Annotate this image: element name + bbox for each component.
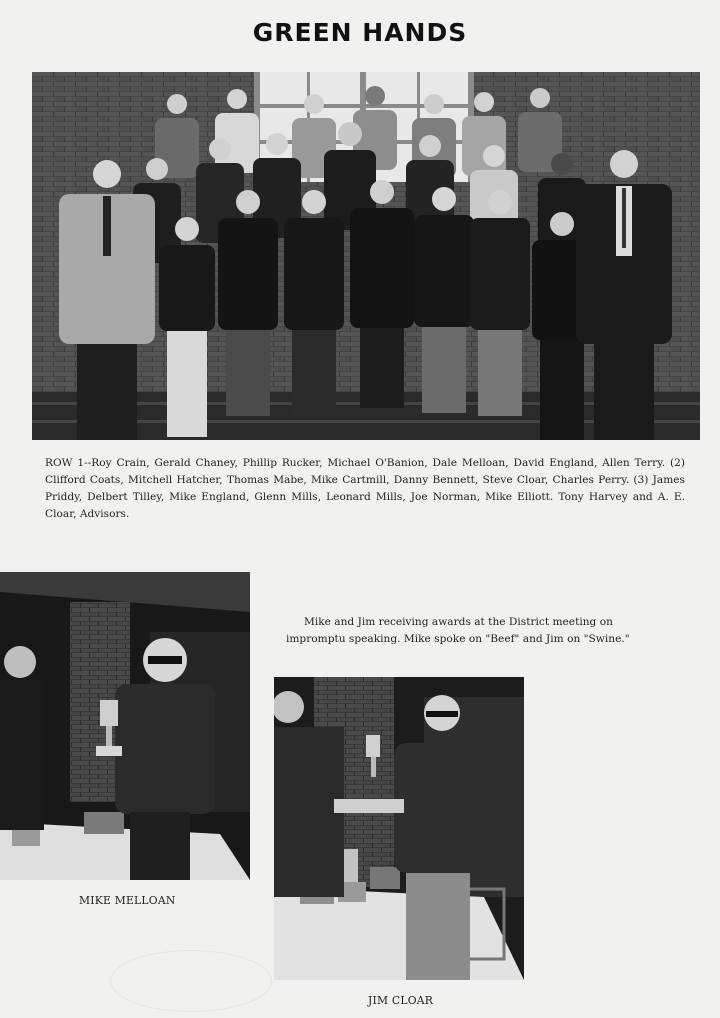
award-photo-jim bbox=[274, 677, 524, 980]
award-label-mike: MIKE MELLOAN bbox=[79, 894, 176, 907]
page-title: GREEN HANDS bbox=[252, 18, 468, 47]
group-photo-caption: ROW 1--Roy Crain, Gerald Chaney, Phillip Rucker, Michael O'Banion, Dale Melloan, David England, Allen Terry. (2) Clifford Coats, Mitchell Hatcher, Thomas Mabe, Mike Cartmill, Danny Bennett, Steve Cloar, Charles Perry. (3) James Priddy, Delbert Tilley, Mike England, Glenn Mills, Leonard Mills, Joe Norman, Mike Elliott. Tony Harvey and A. E. Cloar, Advisors. bbox=[45, 457, 685, 520]
group-photo bbox=[32, 72, 700, 440]
paper-stain bbox=[110, 950, 272, 1012]
award-photo-mike bbox=[0, 572, 250, 880]
award-caption: Mike and Jim receiving awards at the District meeting on impromptu speaking. Mike spoke on "Beef" and Jim on "Swine." bbox=[286, 616, 630, 645]
award-label-jim: JIM CLOAR bbox=[368, 994, 434, 1007]
